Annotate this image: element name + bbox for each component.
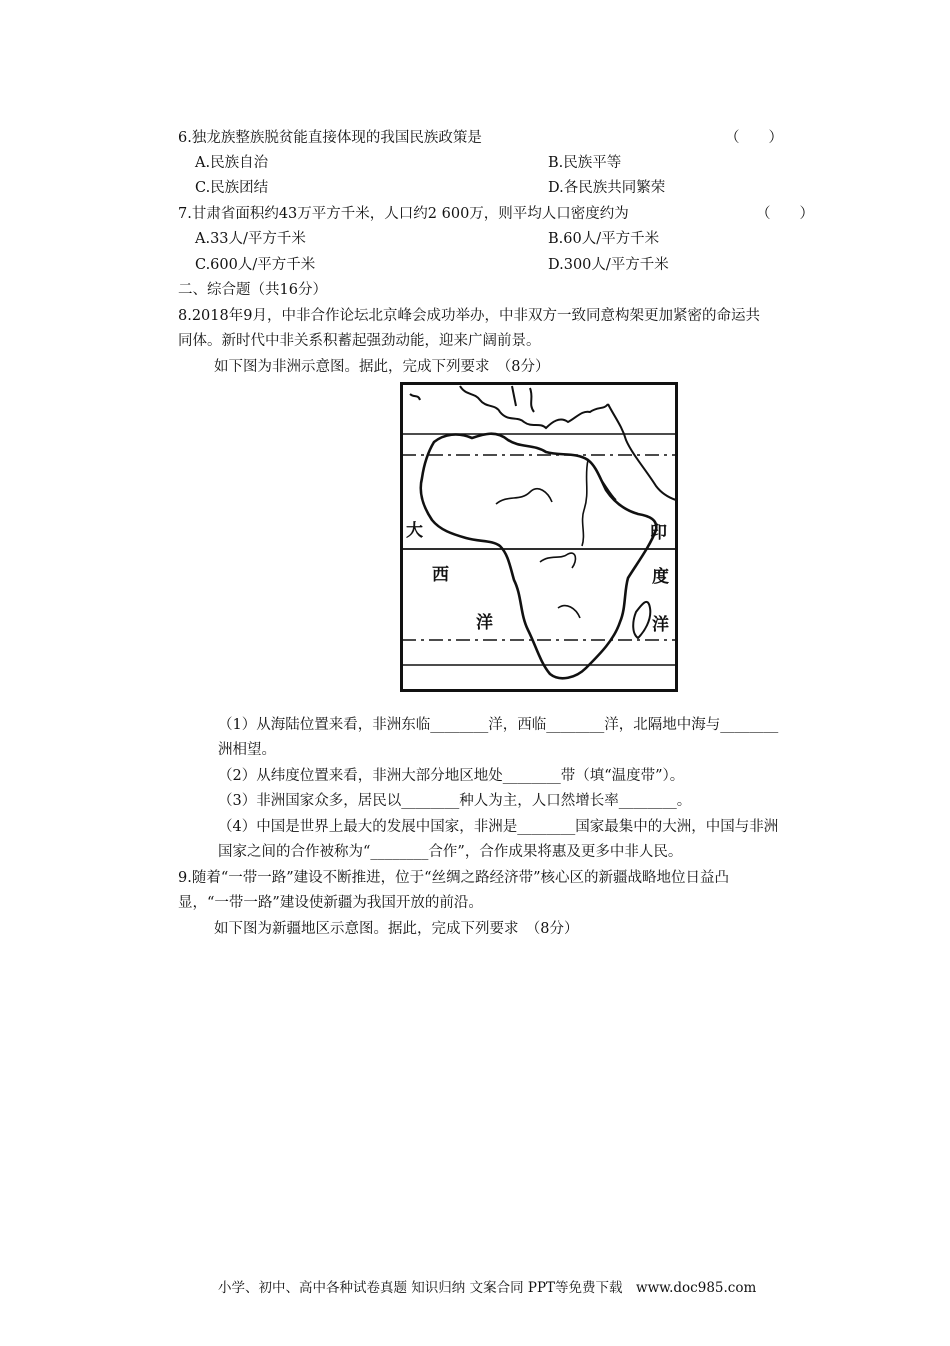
- atlantic-label-2: 西: [432, 565, 449, 585]
- q8-sub1-line2: 洲相望。: [218, 742, 276, 758]
- q9-text-line2: 显，“一带一路”建设使新疆为我国开放的前沿。: [178, 895, 483, 911]
- q6-option-c: C.民族团结: [195, 180, 269, 196]
- indian-label-1: 印: [650, 523, 667, 543]
- section2-title: 二、综合题（共16分）: [178, 282, 327, 298]
- map-frame: [402, 384, 677, 691]
- q8-intro: 如下图为非洲示意图。据此，完成下列要求 （8分）: [214, 359, 550, 375]
- page-footer: 小学、初中、高中各种试卷真题 知识归纳 文案合同 PPT等免费下载 www.doc985.com: [218, 1280, 757, 1296]
- q7-stem: 7.甘肃省面积约43万平方千米，人口约2 600万，则平均人口密度约为: [178, 206, 629, 222]
- q8-sub4-line2: 国家之间的合作被称为“________合作”，合作成果将惠及更多中非人民。: [218, 844, 683, 860]
- q8-text-line2: 同体。新时代中非关系积蓄起强劲动能，迎来广阔前景。: [178, 333, 541, 349]
- indian-label-2: 度: [652, 567, 669, 587]
- q8-sub4-line1: （4）中国是世界上最大的发展中国家，非洲是________国家最集中的大洲，中国与非洲: [218, 819, 779, 835]
- q7-option-d: D.300人/平方千米: [548, 257, 669, 273]
- atlantic-label-1: 大: [406, 521, 423, 541]
- q6-option-d: D.各民族共同繁荣: [548, 180, 666, 196]
- q8-text-line1: 8.2018年9月，中非合作论坛北京峰会成功举办，中非双方一致同意构架更加紧密的命运共: [178, 308, 760, 324]
- q7-option-a: A.33人/平方千米: [195, 231, 306, 247]
- atlantic-label-3: 洋: [476, 613, 493, 633]
- q8-sub2: （2）从纬度位置来看，非洲大部分地区地处________带（填“温度带”）。: [218, 768, 685, 784]
- africa-map: [400, 382, 678, 692]
- q6-answer-paren: （ ）: [725, 130, 783, 146]
- q7-answer-paren: （ ）: [756, 206, 814, 222]
- q6-option-b: B.民族平等: [548, 155, 622, 171]
- q7-option-c: C.600人/平方千米: [195, 257, 316, 273]
- q8-sub1-line1: （1）从海陆位置来看，非洲东临________洋，西临________洋，北隔地中海与________: [218, 717, 779, 733]
- q6-option-a: A.民族自治: [195, 155, 269, 171]
- indian-label-3: 洋: [652, 615, 669, 635]
- q9-text-line1: 9.随着“一带一路”建设不断推进，位于“丝绸之路经济带”核心区的新疆战略地位日益凸: [178, 870, 729, 886]
- q9-intro: 如下图为新疆地区示意图。据此，完成下列要求 （8分）: [214, 921, 579, 937]
- q6-stem: 6.独龙族整族脱贫能直接体现的我国民族政策是: [178, 130, 482, 146]
- q7-option-b: B.60人/平方千米: [548, 231, 660, 247]
- q8-sub3: （3）非洲国家众多，居民以________种人为主，人口然增长率________。: [218, 793, 692, 809]
